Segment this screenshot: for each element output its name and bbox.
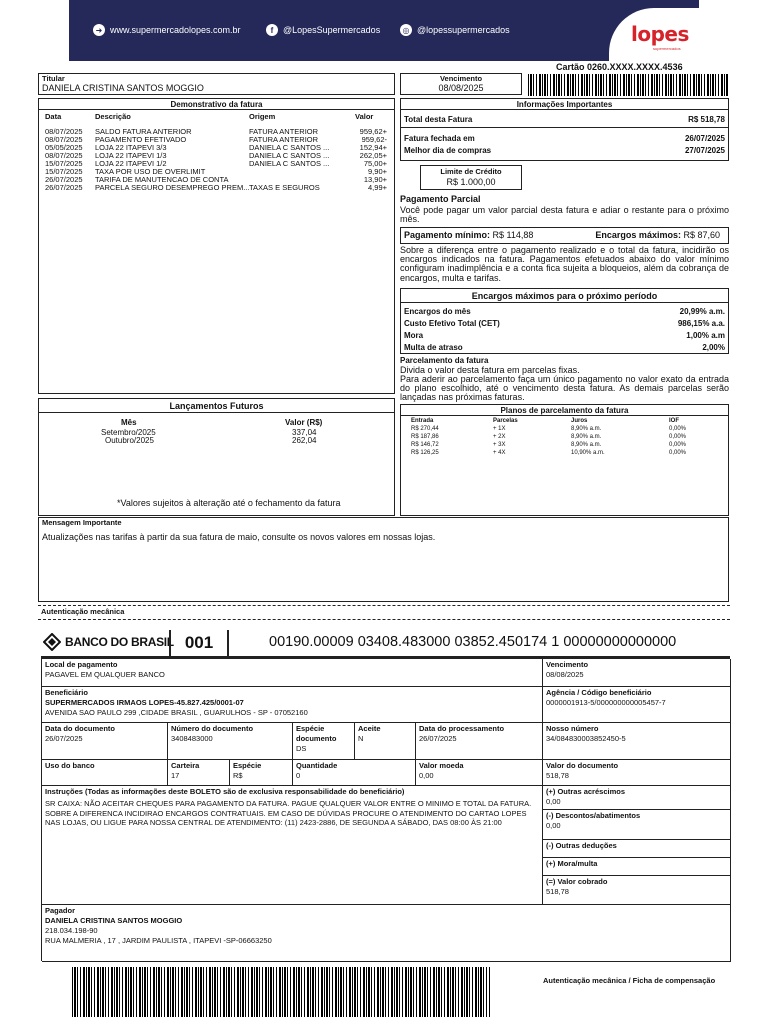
titular-label: Titular (42, 74, 65, 83)
pagador-name: DANIELA CRISTINA SANTOS MOGGIO (45, 916, 183, 925)
row-descricao: SALDO FATURA ANTERIOR (95, 127, 192, 136)
banco-brasil-logo (43, 633, 174, 651)
melhor-label: Melhor dia de compras (404, 146, 492, 155)
boleto-venc-value: 08/08/2025 (546, 670, 584, 679)
plano-parcelas: + 3X (493, 442, 506, 448)
row-data: 26/07/2025 (45, 183, 83, 192)
parcelamento-line1: Divida o valor desta fatura em parcelas fixas. (400, 365, 580, 375)
valor-moeda-value: 0,00 (419, 771, 434, 780)
plano-parcelas: + 1X (493, 426, 506, 432)
encargos-mes-label: Encargos do mês (404, 307, 471, 316)
row-valor: 152,94+ (359, 143, 387, 152)
plano-juros: 8,90% a.m. (571, 434, 602, 440)
boleto-venc-label: Vencimento (546, 660, 589, 669)
plano-entrada: R$ 270,44 (411, 426, 439, 432)
row-descricao: LOJA 22 ITAPEVI 1/2 (95, 159, 167, 168)
plano-entrada: R$ 187,86 (411, 434, 439, 440)
logo-word: lopes (631, 22, 689, 46)
encargos-maximos-label: Encargos máximos: (595, 230, 681, 240)
benef-label: Beneficiário (45, 688, 88, 697)
pagamento-note: Sobre a diferença entre o pagamento realizado e o total da fatura, incidirão os encargos indicados na fatura. Pagamentos efetuados abaixo do valor mínimo configuram inadimplência e a conta fica sujeita a bloqueios, além da cobrança de encargos, multa e tarifas. (400, 245, 729, 283)
instrucoes-text: SR CAIXA: NÃO ACEITAR CHEQUES PARA PAGAMENTO DA FATURA. PAGUE QUALQUER VALOR ENTRE O MINIMO E TOTAL DA FATURA. SOBRE A DIFERENCA INCIDIRAO ENCARGOS CONTRATUAIS. EM CASO DE DÚVIDAS PROCURE O ATENDIMENTO DO CARTAO LOPES NAS LOJAS, OU LIGUE PARA NOSSA CENTRAL DE ATENDIMENTO: (11) 2423-2886, DE SEGUNDA A SÁBADO, DAS 08:00 ÀS 21:00 (45, 799, 532, 827)
parcelamento-title: Parcelamento da fatura (400, 356, 489, 365)
plano-iof: 0,00% (669, 450, 687, 456)
aceite-value: N (358, 734, 364, 743)
col-origem: Origem (249, 112, 276, 121)
lancamentos-note: *Valores sujeitos à alteração até o fechamento da fatura (117, 498, 341, 508)
especie-label: Espécie (233, 761, 262, 770)
carteira-label: Carteira (171, 761, 200, 770)
pagamento-parcial-title: Pagamento Parcial (400, 194, 481, 204)
row-origem: TAXAS E SEGUROS (249, 183, 320, 192)
autenticacao-top: Autenticação mecânica (41, 607, 125, 616)
logo-sub: supermercados (653, 46, 681, 51)
outros-acrescimos-label: (+) Outras acréscimos (546, 787, 625, 796)
plano-iof: 0,00% (669, 426, 687, 432)
multa-label: Multa de atraso (404, 343, 463, 352)
vencimento-box (400, 73, 522, 95)
row-valor: 75,00+ (363, 159, 387, 168)
plano-parcelas: + 4X (493, 450, 506, 456)
encargos-mes-value: 20,99% a.m. (679, 307, 725, 316)
demonstrativo-box (38, 98, 395, 394)
data-proc-label: Data do processamento (419, 724, 505, 733)
row-descricao: LOJA 22 ITAPEVI 3/3 (95, 143, 167, 152)
banco-brasil-icon (43, 633, 61, 651)
row-origem: DANIELA C SANTOS ... (249, 159, 330, 168)
row-descricao: TAXA POR USO DE OVERLIMIT (95, 167, 206, 176)
data-doc-label: Data do documento (45, 724, 116, 733)
planos-title: Planos de parcelamento da fatura (401, 405, 728, 416)
top-barcode (528, 74, 728, 96)
outros-acrescimos-value: 0,00 (546, 797, 561, 806)
row-data: 08/07/2025 (45, 127, 83, 136)
plano-juros: 8,90% a.m. (571, 426, 602, 432)
bank-code: 001 (169, 630, 229, 656)
plano-entrada: R$ 146,72 (411, 442, 439, 448)
minimo-label: Pagamento mínimo: (404, 230, 491, 240)
lancamentos-mes-1: Setembro/2025 (101, 428, 156, 437)
nosso-label: Nosso número (546, 724, 599, 733)
descontos-label: (-) Descontos/abatimentos (546, 811, 641, 820)
mora-label: Mora (404, 331, 424, 340)
num-doc-label: Número do documento (171, 724, 254, 733)
linha-digitavel: 00190.00009 03408.483000 03852.450174 1 00000000000000 (269, 634, 677, 650)
boleto-barcode (72, 967, 490, 1017)
multa-value: 2,00% (702, 343, 725, 352)
col-valor: Valor (355, 112, 374, 121)
instrucoes-label: Instruções (Todas as informações deste BOLETO são de exclusiva responsabilidade do beneficiário) (45, 787, 405, 796)
quantidade-value: 0 (296, 771, 301, 780)
col-data: Data (45, 112, 62, 121)
agencia-value: 0000001913-5/000000000005457-7 (546, 698, 666, 707)
plano-parcelas: + 2X (493, 434, 506, 440)
row-descricao: TARIFA DE MANUTENCAO DE CONTA (95, 175, 229, 184)
lancamentos-valor-2: 262,04 (292, 436, 317, 445)
limite-value: R$ 1.000,00 (446, 177, 496, 187)
encargos-title: Encargos máximos para o próximo período (401, 289, 728, 303)
cursor-icon: ➜ (93, 24, 105, 36)
benef-addr: AVENIDA SAO PAULO 299 ,CIDADE BRASIL , GUARULHOS - SP - 07052160 (45, 708, 308, 717)
planos-col-parcelas: Parcelas (493, 418, 518, 424)
plano-juros: 10,90% a.m. (571, 450, 605, 456)
carteira-value: 17 (171, 771, 180, 780)
lancamentos-mes-2: Outubro/2025 (105, 436, 154, 445)
plano-entrada: R$ 126,25 (411, 450, 439, 456)
nosso-value: 34/084830003852450-5 (546, 734, 626, 743)
instagram-icon: ◎ (400, 24, 412, 36)
lancamentos-col-mes: Mês (121, 418, 137, 427)
especie-doc-label: Espécie documento (296, 724, 337, 743)
header-banner (69, 0, 699, 61)
valor-doc-label: Valor do documento (546, 761, 619, 770)
card-number: Cartão 0260.XXXX.XXXX.4536 (556, 62, 683, 72)
lancamentos-valor-1: 337,04 (292, 428, 317, 437)
total-value: R$ 518,78 (688, 115, 725, 124)
website-text: www.supermercadolopes.com.br (110, 25, 241, 35)
row-data: 15/07/2025 (45, 159, 83, 168)
titular-name: DANIELA CRISTINA SANTOS MOGGIO (42, 83, 204, 93)
parcelamento-text: Para aderir ao parcelamento faça um único pagamento no valor exato da entrada do plano escolhido, até o vencimento desta fatura. As demais parcelas serão lançadas nas próximas faturas. (400, 374, 729, 403)
planos-box (400, 404, 729, 516)
plano-juros: 8,90% a.m. (571, 442, 602, 448)
local-label: Local de pagamento (45, 660, 118, 669)
bank-name: BANCO DO BRASIL (65, 635, 174, 649)
row-valor: 959,62- (361, 135, 387, 144)
especie-value: R$ (233, 771, 243, 780)
autenticacao-bottom: Autenticação mecânica / Ficha de compensação (543, 976, 716, 985)
quantidade-label: Quantidade (296, 761, 338, 770)
informacoes-title: Informações Importantes (401, 99, 728, 110)
pagador-addr: RUA MALMERIA , 17 , JARDIM PAULISTA , ITAPEVI -SP-06663250 (45, 936, 272, 945)
website-link[interactable] (93, 24, 241, 36)
agencia-label: Agência / Código beneficiário (546, 688, 652, 697)
valor-moeda-label: Valor moeda (419, 761, 464, 770)
mensagem-box (38, 517, 729, 602)
mora-value: 1,00% a.m (686, 331, 725, 340)
row-origem: DANIELA C SANTOS ... (249, 143, 330, 152)
row-origem: FATURA ANTERIOR (249, 127, 319, 136)
boleto-grid (41, 658, 730, 961)
benef-name: SUPERMERCADOS IRMAOS LOPES-45.827.425/0001-07 (45, 698, 244, 707)
data-doc-value: 26/07/2025 (45, 734, 83, 743)
total-label: Total desta Fatura (404, 115, 473, 124)
facebook-text: @LopesSupermercados (283, 25, 381, 35)
vencimento-label: Vencimento (439, 74, 483, 83)
row-descricao: PARCELA SEGURO DESEMPREGO PREM... (95, 183, 250, 192)
row-data: 15/07/2025 (45, 167, 83, 176)
descontos-value: 0,00 (546, 821, 561, 830)
row-data: 05/05/2025 (45, 143, 83, 152)
row-origem: DANIELA C SANTOS ... (249, 151, 330, 160)
facebook-link[interactable] (266, 24, 380, 36)
instagram-link[interactable] (400, 24, 510, 36)
mora-multa-label: (+) Mora/multa (546, 859, 598, 868)
demonstrativo-title: Demonstrativo da fatura (39, 99, 394, 110)
encargos-maximos-value: R$ 87,60 (683, 230, 720, 240)
col-descricao: Descrição (95, 112, 131, 121)
fechada-label: Fatura fechada em (404, 134, 475, 143)
row-data: 26/07/2025 (45, 175, 83, 184)
instagram-text: @lopessupermercados (417, 25, 510, 35)
lancamentos-title: Lançamentos Futuros (39, 399, 394, 413)
valor-cobrado-value: 518,78 (546, 887, 569, 896)
plano-iof: 0,00% (669, 434, 687, 440)
valor-doc-value: 518,78 (546, 771, 569, 780)
num-doc-value: 3408483000 (171, 734, 213, 743)
pagador-doc: 218.034.198-90 (45, 926, 98, 935)
encargos-box (400, 288, 729, 354)
row-valor: 13,90+ (363, 175, 387, 184)
local-value: PAGAVEL EM QUALQUER BANCO (45, 670, 165, 679)
row-origem: FATURA ANTERIOR (249, 135, 319, 144)
row-data: 08/07/2025 (45, 135, 83, 144)
row-descricao: LOJA 22 ITAPEVI 1/3 (95, 151, 167, 160)
melhor-value: 27/07/2025 (684, 146, 725, 155)
boleto-header (41, 628, 730, 658)
planos-col-juros: Juros (571, 418, 588, 424)
pagador-label: Pagador (45, 906, 76, 915)
row-descricao: PAGAMENTO EFETIVADO (95, 135, 187, 144)
minimo-value: R$ 114,88 (492, 230, 534, 240)
data-proc-value: 26/07/2025 (419, 734, 457, 743)
pagamento-parcial-text: Você pode pagar um valor parcial desta fatura e adiar o restante para o próximo mês. (400, 205, 729, 224)
vencimento-date: 08/08/2025 (438, 83, 484, 93)
mensagem-title: Mensagem Importante (42, 518, 122, 527)
facebook-icon: f (266, 24, 278, 36)
outras-deducoes-label: (-) Outras deduções (546, 841, 617, 850)
titular-box (38, 73, 395, 95)
pagamento-minimo-box (400, 227, 729, 244)
row-valor: 4,99+ (368, 183, 387, 192)
cet-value: 986,15% a.a. (677, 319, 725, 328)
row-valor: 959,62+ (359, 127, 387, 136)
planos-col-iof: IOF (669, 418, 679, 424)
informacoes-box (400, 98, 729, 161)
uso-banco-label: Uso do banco (45, 761, 95, 770)
plano-iof: 0,00% (669, 442, 687, 448)
fechada-value: 26/07/2025 (684, 134, 725, 143)
aceite-label: Aceite (358, 724, 381, 733)
limite-box (420, 165, 522, 190)
mensagem-text: Atualizações nas tarifas à partir da sua fatura de maio, consulte os novos valores em nossas lojas. (42, 532, 436, 542)
cet-label: Custo Efetivo Total (CET) (404, 319, 500, 328)
especie-doc-value: DS (296, 744, 307, 753)
row-valor: 262,05+ (359, 151, 387, 160)
row-valor: 9,90+ (368, 167, 387, 176)
valor-cobrado-label: (=) Valor cobrado (546, 877, 608, 886)
lancamentos-box (38, 398, 395, 516)
planos-col-entrada: Entrada (411, 418, 434, 424)
row-data: 08/07/2025 (45, 151, 83, 160)
limite-label: Limite de Crédito (440, 167, 502, 176)
lancamentos-col-valor: Valor (R$) (285, 418, 323, 427)
